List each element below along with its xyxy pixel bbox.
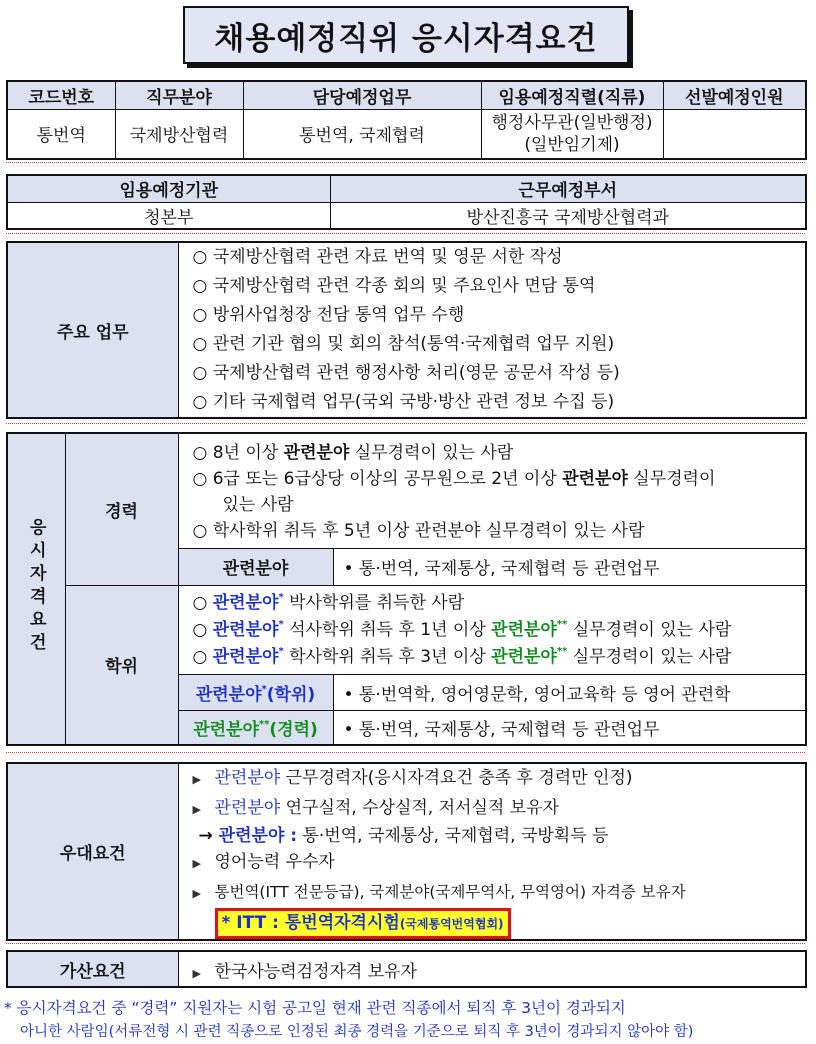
degree-list: [178, 585, 806, 674]
position-table: [6, 80, 807, 160]
dotted-separator: [6, 233, 805, 234]
degree-field1-label: 관련분야*(학위): [178, 674, 333, 710]
duties-label: 주요 업무: [7, 242, 178, 418]
dotted-separator: [6, 943, 805, 944]
header-field: 직무분야: [115, 81, 243, 109]
header-dept: 근무예정부서: [330, 175, 806, 202]
footnote-line2: 아니한 사람임(서류전형 시 관련 직종으로 인정된 최종 경력을 기준으로 퇴직 후 3년이 경과되지 않아야 함): [20, 1024, 694, 1040]
triangle-right-icon: ▶: [192, 803, 201, 816]
career-list: [178, 433, 806, 548]
degree-field2-value: • 통·번역, 국제통상, 국제협력 등 관련업무: [333, 710, 806, 745]
cell-count: [663, 109, 806, 159]
degree-item: ○ 관련분야* 학사학위 취득 후 3년 이상 관련분야** 실무경력이 있는 사람: [192, 646, 732, 667]
career-item: ○ 6급 또는 6급상당 이상의 공무원으로 2년 이상 관련분야 실무경력이: [192, 468, 716, 489]
preference-table: [6, 762, 807, 941]
footnote: [4, 996, 812, 1044]
qualifications-label: 응시자격요건: [25, 517, 46, 656]
bonus-table: [6, 950, 807, 988]
dotted-separator: [6, 752, 805, 753]
preference-label: 우대요건: [7, 763, 178, 940]
rank-line2: (일반임기제): [524, 134, 620, 155]
header-count: 선발예정인원: [663, 81, 806, 109]
cell-rank: [481, 109, 663, 159]
duty-item: ○ 국제방산협력 관련 각종 회의 및 주요인사 면담 통역: [192, 276, 596, 296]
bonus-label: 가산요건: [7, 951, 178, 987]
qualifications-table: [6, 432, 807, 746]
duty-item: ○ 국제방산협력 관련 자료 번역 및 영문 서한 작성: [192, 247, 563, 267]
triangle-right-icon: ▶: [192, 887, 201, 900]
dotted-separator: [6, 423, 805, 424]
triangle-right-icon: ▶: [192, 966, 201, 980]
degree-label: 학위: [65, 585, 178, 745]
duties-list: [178, 242, 806, 418]
preference-item: ▶ 관련분야 연구실적, 수상실적, 저서실적 보유자: [193, 794, 796, 824]
rank-line1: 행정사무관(일반행정): [491, 112, 653, 133]
page-title: 채용예정직위 응시자격요건: [183, 6, 629, 64]
cell-code: 통번역: [7, 109, 115, 159]
itt-note: [193, 908, 796, 939]
preference-item: ▶ 영어능력 우수자: [193, 848, 796, 878]
duty-item: ○ 국제방산협력 관련 행정사항 처리(영문 공문서 작성 등): [192, 363, 620, 383]
preference-item: ▶ 통번역(ITT 전문등급), 국제분야(국제무역사, 무역영어) 자격증 보유자: [193, 878, 796, 908]
cell-field: 국제방산협력: [115, 109, 243, 159]
cell-org: 청본부: [7, 202, 330, 229]
header-org: 임용예정기관: [7, 175, 330, 202]
preference-list: [178, 763, 806, 940]
triangle-right-icon: ▶: [192, 773, 201, 786]
degree-item: ○ 관련분야* 석사학위 취득 후 1년 이상 관련분야** 실무경력이 있는 사람: [192, 619, 732, 640]
degree-field2-label: 관련분야**(경력): [178, 710, 333, 745]
career-item: ○ 8년 이상 관련분야 실무경력이 있는 사람: [192, 442, 514, 463]
bonus-item: ▶ 한국사능력검정자격 보유자: [178, 951, 806, 987]
itt-highlight: * ITT : 통번역자격시험(국제통역번역협회): [215, 908, 511, 939]
degree-field1-value: • 통·번역학, 영어영문학, 영어교육학 등 영어 관련학: [333, 674, 806, 710]
header-code: 코드번호: [7, 81, 115, 109]
career-field-label: 관련분야: [178, 548, 333, 585]
cell-dept: 방산진흥국 국제방산협력과: [330, 202, 806, 229]
triangle-right-icon: ▶: [192, 857, 201, 870]
preference-subitem: → 관련분야 : 통·번역, 국제통상, 국제협력, 국방획득 등: [198, 826, 609, 846]
degree-item: ○ 관련분야* 박사학위를 취득한 사람: [192, 592, 465, 613]
header-duty: 담당예정업무: [243, 81, 481, 109]
career-item: ○ 학사학위 취득 후 5년 이상 관련분야 실무경력이 있는 사람: [192, 520, 645, 541]
duties-table: [6, 241, 807, 419]
duty-item: ○ 관련 기관 협의 및 회의 참석(통역·국제협력 업무 지원): [192, 334, 615, 354]
header-rank: 임용예정직렬(직류): [481, 81, 663, 109]
preference-item: ▶ 관련분야 근무경력자(응시자격요건 충족 후 경력만 인정): [193, 764, 796, 794]
career-field-value: • 통·번역, 국제통상, 국제협력 등 관련업무: [333, 548, 806, 585]
footnote-line1: * 응시자격요건 중 “경력” 지원자는 시험 공고일 현재 관련 직종에서 퇴직 후 3년이 경과되지: [4, 999, 626, 1017]
cell-duty: 통번역, 국제협력: [243, 109, 481, 159]
duty-item: ○ 방위사업청장 전담 통역 업무 수행: [192, 305, 465, 325]
duty-item: ○ 기타 국제협력 업무(국외 국방·방산 관련 정보 수집 등): [192, 392, 615, 412]
career-label: 경력: [65, 433, 178, 585]
dotted-separator: [6, 162, 805, 163]
org-table: [6, 174, 807, 230]
career-item-cont: 있는 사람: [222, 494, 294, 515]
